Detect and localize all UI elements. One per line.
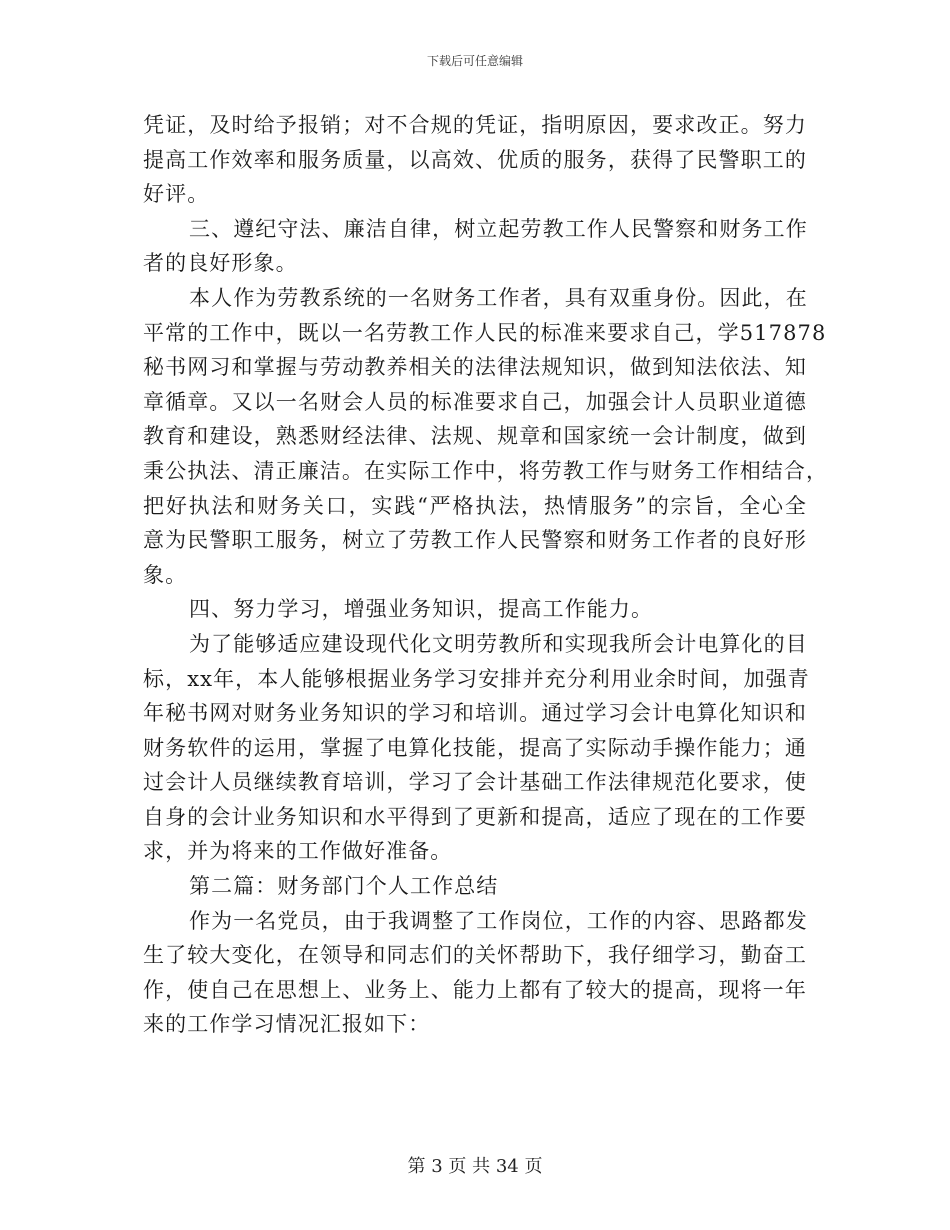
text-line: 章循章。又以一名财会人员的标准要求自己，加强会计人员职业道德 <box>143 389 807 414</box>
text-line: 象。 <box>143 562 188 587</box>
text-line: 平常的工作中，既以一名劳教工作人民的标准来要求自己，学517878 <box>143 320 827 345</box>
chapter-heading: 第二篇：财务部门个人工作总结 <box>189 874 499 899</box>
text-line: 年秘书网对财务业务知识的学习和培训。通过学习会计电算化知识和 <box>143 701 807 726</box>
section-heading: 四、努力学习，增强业务知识，提高工作能力。 <box>189 597 654 622</box>
text-line: 生了较大变化，在领导和同志们的关怀帮助下，我仔细学习，勤奋工 <box>143 943 807 968</box>
text-line: 来的工作学习情况汇报如下： <box>143 1012 431 1037</box>
text-line: 过会计人员继续教育培训，学习了会计基础工作法律规范化要求，使 <box>143 770 807 795</box>
text-line: 者的良好形象。 <box>143 251 298 276</box>
text-line: 秉公执法、清正廉洁。在实际工作中，将劳教工作与财务工作相结合， <box>143 458 829 483</box>
text-line: 凭证，及时给予报销；对不合规的凭证，指明原因，要求改正。努力 <box>143 113 807 137</box>
text-line: 为了能够适应建设现代化文明劳教所和实现我所会计电算化的目 <box>189 631 808 656</box>
text-line: 本人作为劳教系统的一名财务工作者，具有双重身份。因此，在 <box>189 285 808 310</box>
text-line: 标，xx年，本人能够根据业务学习安排并充分利用业余时间，加强青 <box>143 666 810 691</box>
text-line: 财务软件的运用，掌握了电算化技能，提高了实际动手操作能力；通 <box>143 735 807 760</box>
page-number-footer: 第 3 页 共 34 页 <box>407 1156 543 1177</box>
text-line: 自身的会计业务知识和水平得到了更新和提高，适应了现在的工作要 <box>143 804 807 829</box>
page-header: 下载后可任意编辑 <box>426 54 523 68</box>
text-line: 秘书网习和掌握与劳动教养相关的法律法规知识，做到知法依法、知 <box>143 355 807 380</box>
text-line: 作，使自己在思想上、业务上、能力上都有了较大的提高，现将一年 <box>143 977 807 1002</box>
text-line: 提高工作效率和服务质量，以高效、优质的服务，获得了民警职工的 <box>143 147 807 172</box>
text-line: 作为一名党员，由于我调整了工作岗位，工作的内容、思路都发 <box>189 908 808 933</box>
document-body <box>143 108 829 1042</box>
text-line: 求，并为将来的工作做好准备。 <box>143 839 453 864</box>
text-line: 教育和建设，熟悉财经法律、法规、规章和国家统一会计制度，做到 <box>143 424 807 449</box>
text-line: 好评。 <box>143 182 210 207</box>
text-line: 意为民警职工服务，树立了劳教工作人民警察和财务工作者的良好形 <box>143 528 807 553</box>
section-heading: 三、遵纪守法、廉洁自律，树立起劳教工作人民警察和财务工作 <box>189 216 808 241</box>
text-line: 把好执法和财务关口，实践“严格执法，热情服务”的宗旨，全心全 <box>143 493 807 518</box>
